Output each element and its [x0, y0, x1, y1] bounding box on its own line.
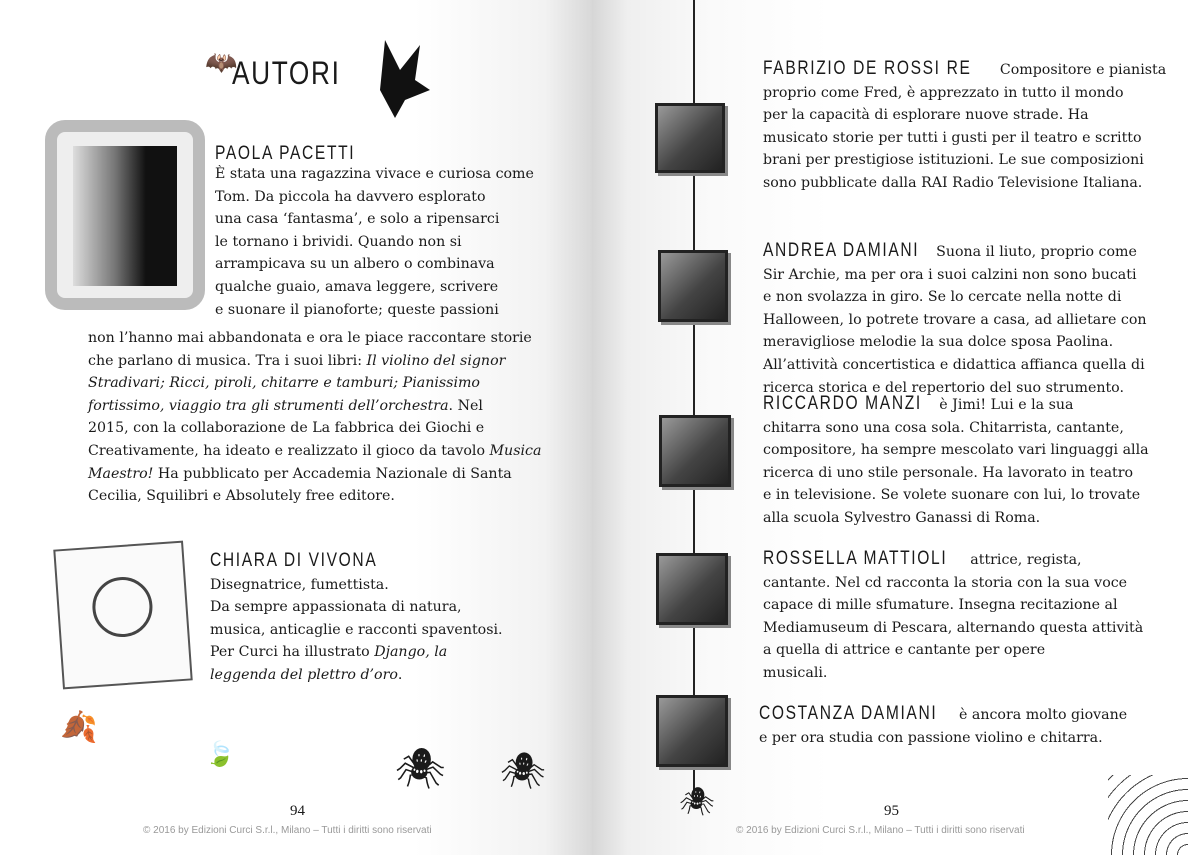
author-name: ANDREA DAMIANI [763, 240, 920, 261]
book-title: fortissimo, viaggio tra gli strumenti dell’orchestra [88, 397, 449, 414]
text-line: chitarra sono una cosa sola. Chitarrista, cantante, [763, 419, 1124, 436]
text-line: Sir Archie, ma per ora i suoi calzini non sono bucati [763, 266, 1137, 283]
spider-drawing-icon: 🕷 [500, 751, 546, 792]
text: Compositore e pianista [999, 62, 1167, 78]
author-photo [656, 553, 728, 625]
text: . Nel [448, 397, 483, 414]
text: è ancora molto giovane [958, 707, 1128, 723]
book-title: Il violino del signor [366, 352, 506, 369]
text-line: proprio come Fred, è apprezzato in tutto il mondo [763, 84, 1124, 101]
text-line [210, 664, 503, 687]
text-line: alla scuola Sylvestro Ganassi di Roma. [763, 509, 1041, 526]
text-line: Mediamuseum di Pescara, alternando questa attività [763, 619, 1144, 636]
text-line: e per ora studia con passione violino e chitarra. [759, 729, 1103, 746]
text-line: Disegnatrice, fumettista. [210, 576, 389, 593]
text-line: le tornano i brividi. Quando non si [215, 233, 462, 250]
copyright: © 2016 by Edizioni Curci S.r.l., Milano – Tutti i diritti sono riservati [736, 825, 1025, 836]
book-title: leggenda del plettro d’oro [210, 666, 398, 683]
page-number: 94 [290, 803, 305, 819]
text: che parlano di musica. Tra i suoi libri: [88, 352, 367, 369]
bio-rossella [763, 548, 1143, 685]
left-page [0, 0, 592, 855]
author-name: PAOLA PACETTI [215, 143, 356, 164]
text: Per Curci ha illustrato [210, 644, 375, 661]
author-photo [659, 415, 731, 487]
book-title: Django, la [374, 644, 448, 661]
text-line: qualche guaio, amava leggere, scrivere [215, 278, 499, 295]
text-line: musica, anticaglie e racconti spaventosi. [210, 621, 503, 638]
spider-icon: 🕷 [679, 785, 715, 818]
text-line: capace di mille sfumature. Insegna recitazione al [763, 597, 1118, 614]
text-line [88, 372, 541, 395]
text-line [88, 440, 541, 463]
author-name: RICCARDO MANZI [763, 393, 922, 414]
text-line: brani per prestigiose istituzioni. Le sue composizioni [763, 152, 1144, 169]
bio-fabrizio [763, 58, 1166, 195]
author-photo [658, 250, 728, 322]
text: è Jimi! Lui e la sua [939, 397, 1074, 413]
text-line: Cecilia, Squilibri e Absolutely free editore. [88, 488, 395, 505]
pumpkin-decoration-icon [365, 30, 435, 120]
bio-costanza [759, 703, 1127, 749]
text: attrice, regista, [970, 552, 1082, 568]
text-line: sono pubblicate dalla RAI Radio Televisione Italiana. [763, 174, 1143, 191]
text-line [88, 350, 541, 373]
author-name: COSTANZA DAMIANI [759, 703, 938, 724]
portrait-frame [45, 120, 205, 310]
paola-bio-text [215, 163, 534, 321]
text-line [210, 641, 503, 664]
text-line: arrampicava su un albero o combinava [215, 256, 495, 273]
illustration-drawing [53, 541, 192, 690]
copyright: © 2016 by Edizioni Curci S.r.l., Milano – Tutti i diritti sono riservati [143, 825, 432, 836]
text-line: non l’hanno mai abbandonata e ora le piace raccontare storie [88, 330, 532, 346]
game-title: Maestro! [88, 465, 154, 482]
text-line: cantante. Nel cd racconta la storia con la sua voce [763, 574, 1128, 591]
text: Ha pubblicato per Accademia Nazionale di Santa [153, 465, 512, 482]
page-title: AUTORI [232, 55, 341, 91]
text-line: Halloween, lo potrete trovare a casa, ad allietare con [763, 311, 1147, 328]
text-line: All’attività concertistica e didattica affianca quella di [763, 356, 1145, 373]
text-line: a quella di attrice e cantante per opere [763, 642, 1046, 659]
text-line: una casa ‘fantasma’, e solo a ripensarci [215, 211, 500, 228]
paola-bio-text-cont [88, 327, 541, 508]
cobweb-icon [1108, 775, 1188, 855]
bio-riccardo [763, 393, 1149, 530]
right-page [592, 0, 1188, 855]
text-line: Da sempre appassionata di natura, [210, 599, 462, 616]
book-title: Stradivari; Ricci, piroli, chitarre e tamburi; Pianissimo [88, 375, 480, 392]
text-line: e non svolazza in giro. Se lo cercate nella notte di [763, 289, 1122, 306]
author-name: CHIARA DI VIVONA [210, 550, 378, 571]
text-line: 2015, con la collaborazione de La fabbrica dei Giochi e [88, 420, 485, 437]
spider-drawing-icon: 🕷 [395, 746, 446, 792]
portrait-photo [73, 146, 177, 286]
text: Suona il liuto, proprio come [936, 244, 1137, 260]
author-photo [656, 695, 728, 767]
author-photo [655, 103, 725, 173]
leaf-icon: 🍃 [205, 740, 235, 768]
author-name: ROSSELLA MATTIOLI [763, 548, 948, 569]
leaf-icon: 🍂 [60, 710, 98, 745]
text-line [88, 395, 541, 418]
bat-icon: 🦇 [205, 48, 238, 78]
author-name: FABRIZIO DE ROSSI RE [763, 58, 972, 79]
text-line: musicato storie per tutti i gusti per il teatro e scritto [763, 129, 1142, 146]
text-line: meravigliose melodie la sua dolce sposa Paolina. [763, 334, 1114, 351]
text-line: ricerca storica e del repertorio del suo strumento. [763, 379, 1124, 396]
text-line: musicali. [763, 664, 828, 681]
text: Creativamente, ha ideato e realizzato il gioco da tavolo [88, 442, 490, 459]
text: . [397, 666, 403, 683]
text-line: È stata una ragazzina vivace e curiosa come [215, 166, 534, 182]
text-line: e in televisione. Se volete suonare con lui, lo trovate [763, 487, 1141, 504]
text-line: Tom. Da piccola ha davvero esplorato [215, 188, 486, 205]
game-title: Musica [489, 442, 542, 459]
text-line: compositore, ha sempre mescolato vari linguaggi alla [763, 442, 1149, 459]
text-line: per la capacità di esplorare nuove strade. Ha [763, 107, 1089, 124]
page-number: 95 [884, 803, 899, 819]
chiara-bio [210, 550, 503, 687]
bio-andrea [763, 240, 1147, 399]
text-line [88, 463, 541, 486]
text-line: ricerca di uno stile personale. Ha lavorato in teatro [763, 464, 1134, 481]
text-line: e suonare il pianoforte; queste passioni [215, 301, 499, 318]
